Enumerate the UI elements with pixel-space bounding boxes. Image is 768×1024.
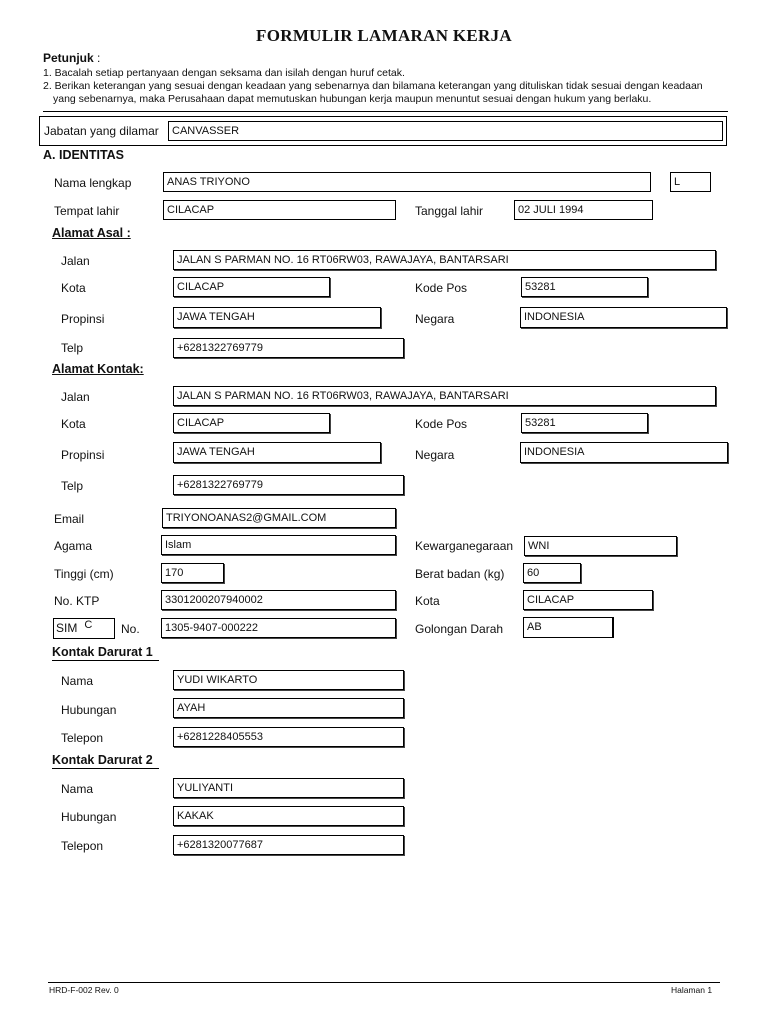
- ktp-kota-field[interactable]: CILACAP: [523, 590, 653, 610]
- berat-label: Berat badan (kg): [415, 567, 505, 581]
- berat-field[interactable]: 60: [523, 563, 581, 583]
- instruction-1: 1. Bacalah setiap pertanyaan dengan seksama dan isilah dengan huruf cetak.: [43, 67, 405, 79]
- divider: [43, 111, 728, 112]
- sim-box[interactable]: [53, 618, 115, 639]
- darurat1-heading: Kontak Darurat 1: [52, 645, 153, 659]
- agama-field[interactable]: Islam: [161, 535, 396, 555]
- darurat1-hubungan-field[interactable]: AYAH: [173, 698, 404, 718]
- darurat1-telepon-field[interactable]: +6281228405553: [173, 727, 404, 747]
- darurat2-hubungan-label: Hubungan: [61, 810, 117, 824]
- footer-page-number: Halaman 1: [671, 985, 713, 995]
- tanggal-lahir-label: Tanggal lahir: [415, 204, 484, 218]
- kontak-negara-field[interactable]: INDONESIA: [520, 442, 728, 463]
- jabatan-field[interactable]: CANVASSER: [168, 121, 723, 141]
- jabatan-label: Jabatan yang dilamar: [44, 124, 159, 138]
- kontak-jalan-field[interactable]: JALAN S PARMAN NO. 16 RT06RW03, RAWAJAYA, BANTARSARI: [173, 386, 716, 406]
- instruction-2b: yang sebenarnya, maka Perusahaan dapat memutuskan hubungan kerja maupun menuntut sesuai dengan hukum yang berlaku.: [53, 93, 652, 105]
- sim-label: SIM: [56, 621, 78, 635]
- footer-divider: [48, 982, 720, 983]
- identitas-heading: A. IDENTITAS: [43, 148, 125, 162]
- kewarganegaraan-label: Kewarganegaraan: [415, 539, 514, 553]
- asal-jalan-label: Jalan: [61, 254, 90, 268]
- darurat2-telepon-field[interactable]: +6281320077687: [173, 835, 404, 855]
- asal-jalan-field[interactable]: JALAN S PARMAN NO. 16 RT06RW03, RAWAJAYA, BANTARSARI: [173, 250, 716, 270]
- tempat-lahir-field[interactable]: CILACAP: [163, 200, 396, 220]
- kontak-negara-label: Negara: [415, 448, 455, 462]
- darurat1-hubungan-label: Hubungan: [61, 703, 117, 717]
- asal-propinsi-label: Propinsi: [61, 312, 105, 326]
- kontak-propinsi-label: Propinsi: [61, 448, 105, 462]
- asal-kodepos-label: Kode Pos: [415, 281, 468, 295]
- kontak-kodepos-label: Kode Pos: [415, 417, 468, 431]
- asal-propinsi-field[interactable]: JAWA TENGAH: [173, 307, 381, 328]
- sim-no-label: No.: [121, 622, 140, 636]
- darurat1-underline: [52, 660, 159, 661]
- asal-kodepos-field[interactable]: 53281: [521, 277, 648, 297]
- jenis-kelamin-field[interactable]: L: [670, 172, 711, 192]
- sim-type: C: [84, 619, 93, 631]
- kontak-telp-field[interactable]: +6281322769779: [173, 475, 404, 495]
- kontak-telp-label: Telp: [61, 479, 84, 493]
- golongan-darah-field[interactable]: AB: [523, 617, 614, 638]
- asal-negara-field[interactable]: INDONESIA: [520, 307, 727, 328]
- tinggi-label: Tinggi (cm): [54, 567, 114, 581]
- kewarganegaraan-field[interactable]: WNI: [524, 536, 677, 556]
- asal-telp-label: Telp: [61, 341, 84, 355]
- kontak-propinsi-field[interactable]: JAWA TENGAH: [173, 442, 381, 463]
- asal-negara-label: Negara: [415, 312, 455, 326]
- petunjuk-heading: Petunjuk :: [43, 51, 101, 65]
- darurat2-nama-field[interactable]: YULIYANTI: [173, 778, 404, 798]
- alamat-asal-heading: Alamat Asal :: [52, 226, 131, 240]
- nama-label: Nama lengkap: [54, 176, 132, 190]
- darurat1-nama-label: Nama: [61, 674, 94, 688]
- alamat-kontak-heading: Alamat Kontak:: [52, 362, 144, 376]
- darurat2-nama-label: Nama: [61, 782, 94, 796]
- asal-kota-label: Kota: [61, 281, 86, 295]
- kontak-kota-field[interactable]: CILACAP: [173, 413, 330, 433]
- sim-no-field[interactable]: 1305-9407-000222: [161, 618, 396, 638]
- tanggal-lahir-field[interactable]: 02 JULI 1994: [514, 200, 653, 220]
- ktp-kota-label: Kota: [415, 594, 440, 608]
- darurat2-hubungan-field[interactable]: KAKAK: [173, 806, 404, 826]
- instruction-2a: 2. Berikan keterangan yang sesuai dengan keadaan yang sebenarnya dan bilamana keterangan yang dituliskan tidak sesuai dengan keadaan: [43, 80, 703, 92]
- darurat2-telepon-label: Telepon: [61, 839, 104, 853]
- darurat2-underline: [52, 768, 159, 769]
- darurat2-heading: Kontak Darurat 2: [52, 753, 153, 767]
- agama-label: Agama: [54, 539, 93, 553]
- darurat1-telepon-label: Telepon: [61, 731, 104, 745]
- darurat1-nama-field[interactable]: YUDI WIKARTO: [173, 670, 404, 690]
- ktp-field[interactable]: 3301200207940002: [161, 590, 396, 610]
- tinggi-field[interactable]: 170: [161, 563, 224, 583]
- email-label: Email: [54, 512, 85, 526]
- nama-field[interactable]: ANAS TRIYONO: [163, 172, 651, 192]
- kontak-kodepos-field[interactable]: 53281: [521, 413, 648, 433]
- email-field[interactable]: TRIYONOANAS2@GMAIL.COM: [162, 508, 396, 528]
- form-title: FORMULIR LAMARAN KERJA: [256, 26, 512, 45]
- footer-form-code: HRD-F-002 Rev. 0: [49, 985, 119, 995]
- tempat-lahir-label: Tempat lahir: [54, 204, 120, 218]
- golongan-darah-label: Golongan Darah: [415, 622, 504, 636]
- ktp-label: No. KTP: [54, 594, 100, 608]
- asal-kota-field[interactable]: CILACAP: [173, 277, 330, 297]
- kontak-jalan-label: Jalan: [61, 390, 90, 404]
- kontak-kota-label: Kota: [61, 417, 86, 431]
- asal-telp-field[interactable]: +6281322769779: [173, 338, 404, 358]
